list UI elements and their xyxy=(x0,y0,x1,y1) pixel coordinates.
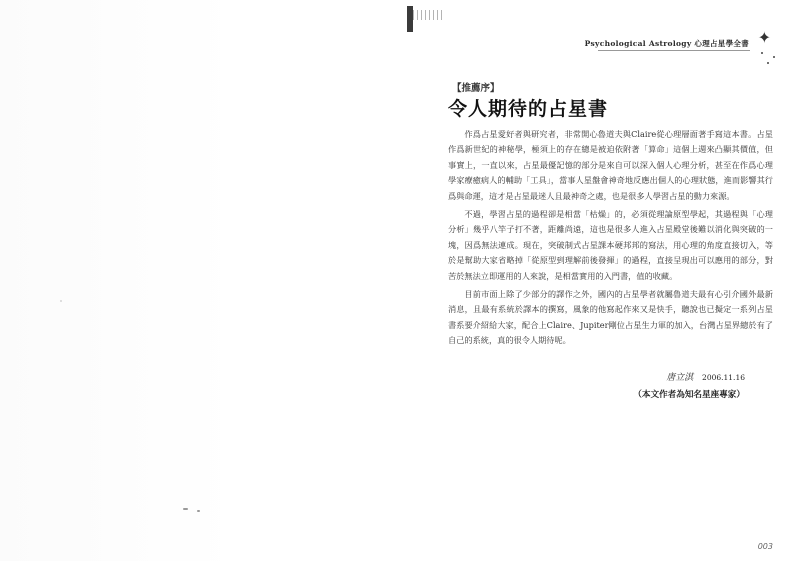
section-tag: 【推薦序】 xyxy=(452,83,500,94)
scan-speck xyxy=(60,300,62,302)
running-header: Psychological Astrology 心理占星學全書 xyxy=(584,39,749,48)
page-title: 令人期待的占星書 xyxy=(448,98,609,120)
preface-paragraph: 目前市面上除了少部分的譯作之外，國內的占星學者就屬魯道夫最有心引介國外最新消息，且最有系統於譯本的撰寫，風象的他寫起作來又是快手，聽說也已擬定一系列占星書系要介紹給大家，配合上Claire、Jupiter剛位占星生力軍的加入，台灣占星界總於有了自己的系統，真的很令人期待呢。 xyxy=(448,289,773,346)
signature-line xyxy=(666,370,745,383)
preface-paragraph: 作爲占星愛好者與研究者，非常開心魯道夫與Claire從心理層面著手寫這本書。占星作爲新世紀的神秘學，極須上的存在總是被迫依附著「算命」這個上週來凸顯其價值，但事實上，一直以來，占星最優記憶的部分是來自可以深入個人心理分析，甚至在作爲心理學家療癒病人的輔助「工具」，當事人星盤會神奇地反應出個人的心理狀態，進而影響其行爲與命運，這才是占星最迷人且最神奇之處，也是很多人學習占星的動力來源。 xyxy=(448,129,773,201)
right-page xyxy=(412,0,793,561)
section-tag-label: 推薦序 xyxy=(461,83,491,94)
header-rule xyxy=(598,50,750,51)
scan-speck xyxy=(197,510,200,512)
author-note: （本文作者為知名星座專家） xyxy=(633,390,745,400)
star-dot-icon xyxy=(761,52,763,54)
signature-date: 2006.11.16 xyxy=(702,373,745,382)
sparkle-star-icon: ✦ xyxy=(757,28,771,47)
signature-name: 唐立淇 xyxy=(666,373,694,383)
preface-body xyxy=(448,127,773,352)
preface-paragraph: 不過，學習占星的過程卻是相當「枯燥」的，必須從理論原型學起，其過程與「心理分析」幾乎八竿子打不著，距離尚遠，這也是很多人進入占星殿堂後難以消化與突破的一塊，因爲無法連成。現在，突破制式占星課本硬邦邦的寫法，用心理的角度直接切入，等於是幫助大家省略掉「從原型到理解前後發揮」的過程，直接呈現出可以應用的部分，對苦於無法立即運用的人來說，是相當實用的入門書，值的收藏。 xyxy=(448,209,773,281)
scan-speck xyxy=(183,508,188,510)
star-dot-icon xyxy=(773,56,775,58)
star-dot-icon xyxy=(767,62,769,64)
page-number: 003 xyxy=(757,542,773,551)
